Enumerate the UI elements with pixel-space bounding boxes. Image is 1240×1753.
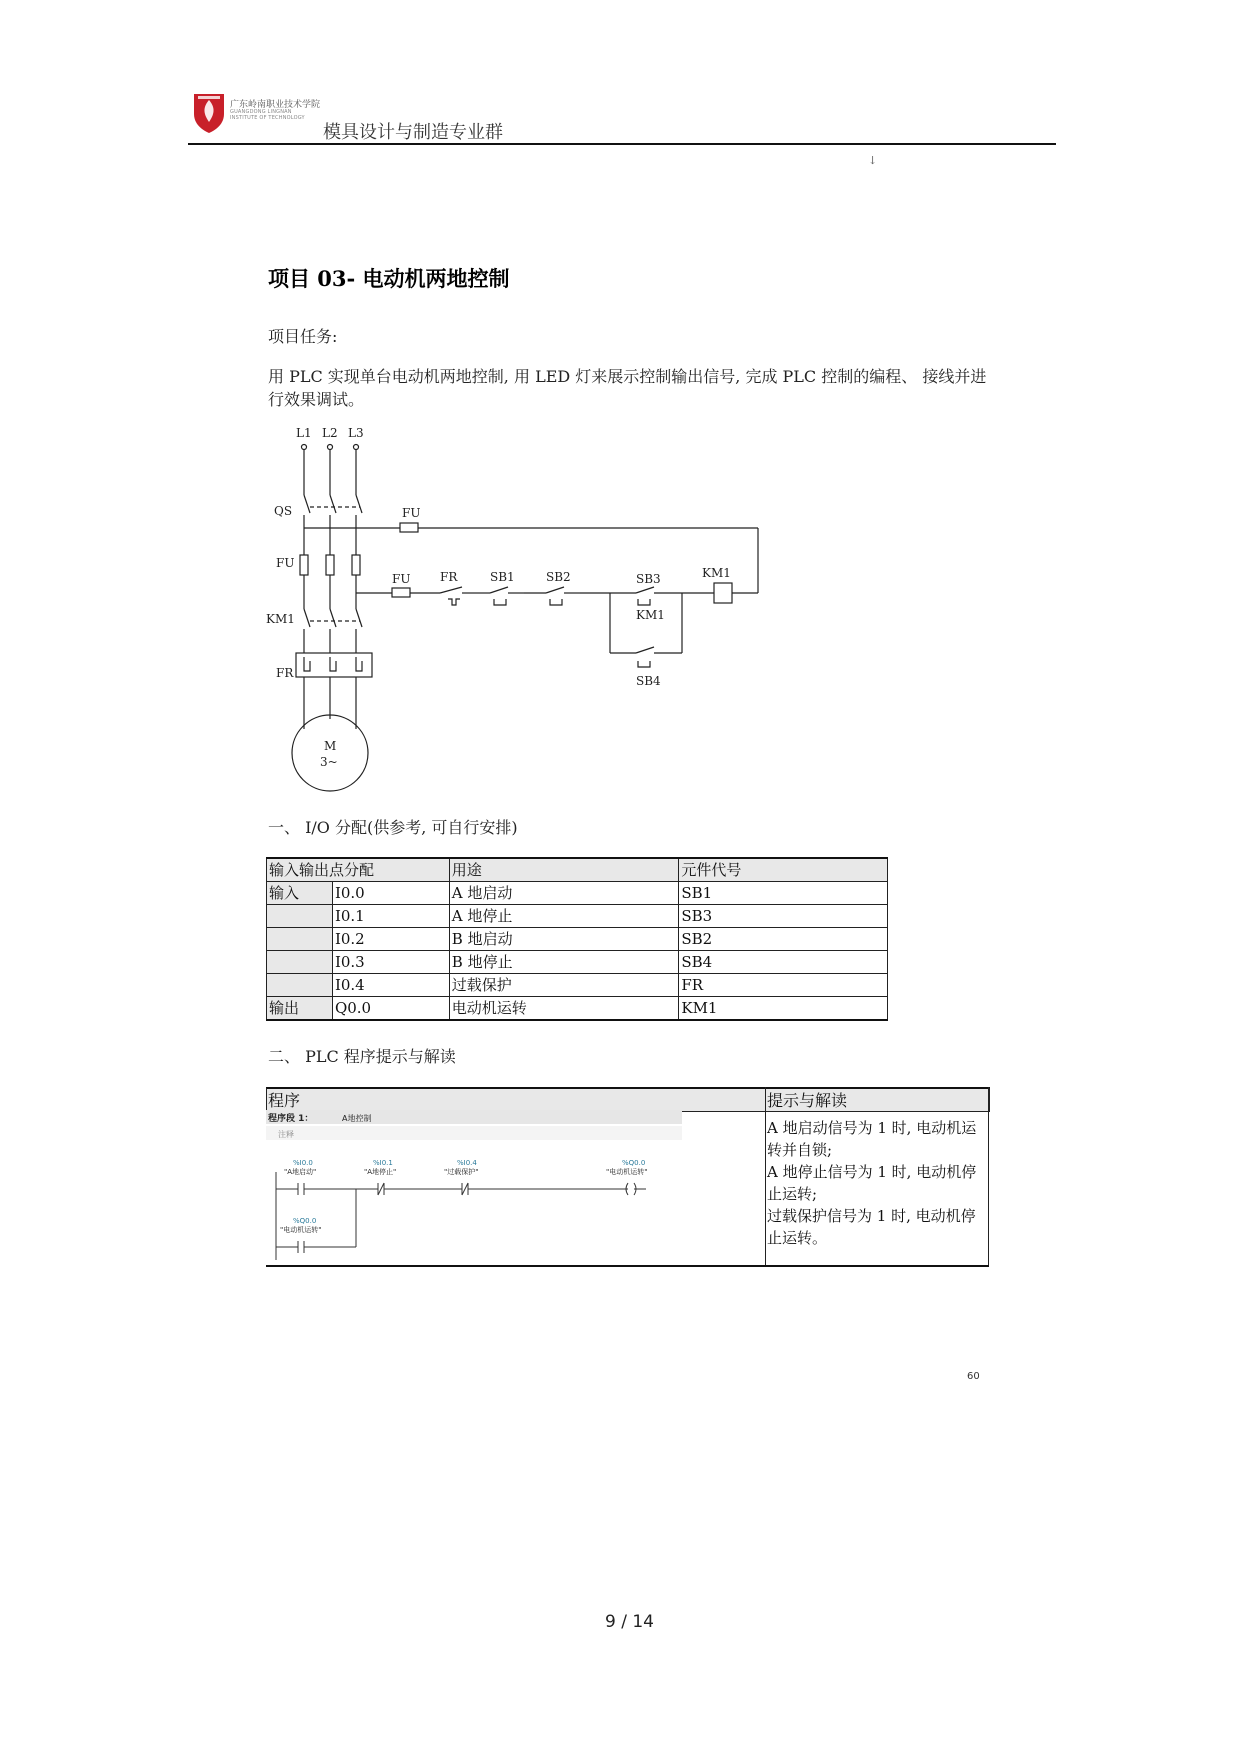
label-fr-main: FR: [276, 666, 294, 680]
io-table-header: [267, 858, 888, 882]
label-fr-contact: FR: [440, 570, 458, 584]
io-group: [267, 928, 333, 951]
label-l1: L1: [296, 426, 312, 440]
label-fu-main: FU: [276, 556, 295, 570]
io-code: SB4: [679, 951, 888, 974]
program-table-divider: [765, 1087, 766, 1265]
hint-line: 过载保护信号为 1 时, 电动机停止运转。: [767, 1207, 976, 1247]
parallel-addr: %Q0.0: [293, 1217, 317, 1225]
io-use: B 地启动: [449, 928, 679, 951]
label-qs: QS: [274, 504, 293, 518]
io-use: A 地启动: [449, 882, 679, 905]
hint-line: A 地启动信号为 1 时, 电动机运转并自锁;: [767, 1119, 977, 1159]
motor-phase-label: 3~: [320, 755, 338, 769]
institution-name-en: GUANGDONG LINGNAN INSTITUTE OF TECHNOLOGY: [230, 109, 305, 121]
table-row: [267, 928, 888, 951]
page-indicator: 9 / 14: [605, 1612, 654, 1632]
parallel-tag: "电动机运转": [280, 1226, 322, 1234]
io-point: I0.0: [332, 882, 449, 905]
io-group: 输入: [267, 882, 333, 905]
io-group: [267, 974, 333, 997]
contact-addr-2: %I0.1: [373, 1159, 393, 1167]
label-km1-main: KM1: [266, 612, 295, 626]
school-logo: [192, 92, 226, 134]
program-header-right: 提示与解读: [767, 1091, 848, 1110]
ladder-diagram: [266, 1110, 686, 1262]
institution-name-cn: 广东岭南职业技术学院: [230, 100, 321, 110]
motor-m-label: M: [324, 739, 337, 753]
header-rule: [188, 143, 1056, 145]
contact-tag-2: "A地停止": [364, 1168, 397, 1176]
contact-addr-1: %I0.0: [293, 1159, 313, 1167]
table-row: [267, 974, 888, 997]
label-fu-mid: FU: [392, 572, 411, 586]
coil-tag: "电动机运转": [606, 1168, 648, 1176]
table-row: [267, 905, 888, 928]
header-group-name: 模具设计与制造专业群: [323, 122, 503, 143]
program-table-border: [988, 1087, 989, 1265]
label-l2: L2: [322, 426, 338, 440]
io-point: I0.2: [332, 928, 449, 951]
task-text: 用 PLC 实现单台电动机两地控制, 用 LED 灯来展示控制输出信号, 完成 PLC 控制的编程、 接线并进行效果调试。: [268, 367, 987, 409]
segment-name: A地控制: [342, 1114, 372, 1123]
contact-addr-3: %I0.4: [457, 1159, 477, 1167]
page-number: 60: [967, 1371, 980, 1382]
label-fu-top: FU: [402, 506, 421, 520]
circuit-diagram: [262, 423, 782, 801]
io-code: SB3: [679, 905, 888, 928]
io-point: I0.1: [332, 905, 449, 928]
io-group: [267, 951, 333, 974]
io-header-code: 元件代号: [679, 858, 888, 882]
hint-line: A 地停止信号为 1 时, 电动机停止运转;: [767, 1163, 977, 1203]
label-sb4: SB4: [636, 674, 661, 688]
table-row: [267, 997, 888, 1021]
label-sb1: SB1: [490, 570, 515, 584]
label-sb2: SB2: [546, 570, 571, 584]
io-point: Q0.0: [332, 997, 449, 1021]
io-code: FR: [679, 974, 888, 997]
io-allocation-table: [266, 857, 888, 1021]
label-km1-contact: KM1: [636, 608, 665, 622]
label-km1-coil: KM1: [702, 566, 731, 580]
io-use: B 地停止: [449, 951, 679, 974]
table-row: [267, 951, 888, 974]
io-header-points: 输入输出点分配: [267, 858, 450, 882]
io-point: I0.4: [332, 974, 449, 997]
section-io-heading: 一、 I/O 分配(供参考, 可自行安排): [268, 818, 518, 837]
page-title: 项目 03- 电动机两地控制: [268, 266, 510, 291]
contact-tag-1: "A地启动": [284, 1168, 317, 1176]
io-code: KM1: [679, 997, 888, 1021]
program-hints: [767, 1117, 987, 1249]
io-header-use: 用途: [449, 858, 679, 882]
io-code: SB2: [679, 928, 888, 951]
paragraph-mark: ↓: [868, 154, 878, 167]
table-row: [267, 882, 888, 905]
io-use: A 地停止: [449, 905, 679, 928]
segment-title: 程序段 1：: [268, 1114, 314, 1124]
io-point: I0.3: [332, 951, 449, 974]
label-sb3: SB3: [636, 572, 661, 586]
task-label: 项目任务:: [268, 327, 338, 346]
label-l3: L3: [348, 426, 364, 440]
segment-comment: 注释: [278, 1130, 294, 1139]
contact-tag-3: "过载保护": [444, 1168, 479, 1176]
coil-addr: %Q0.0: [622, 1159, 646, 1167]
io-code: SB1: [679, 882, 888, 905]
program-table-header: [266, 1087, 990, 1112]
program-table-bottom: [266, 1265, 989, 1267]
program-header-left: 程序: [268, 1091, 301, 1110]
section-program-heading: 二、 PLC 程序提示与解读: [268, 1047, 456, 1066]
io-group: [267, 905, 333, 928]
io-use: 过载保护: [449, 974, 679, 997]
io-group: 输出: [267, 997, 333, 1021]
io-use: 电动机运转: [449, 997, 679, 1021]
